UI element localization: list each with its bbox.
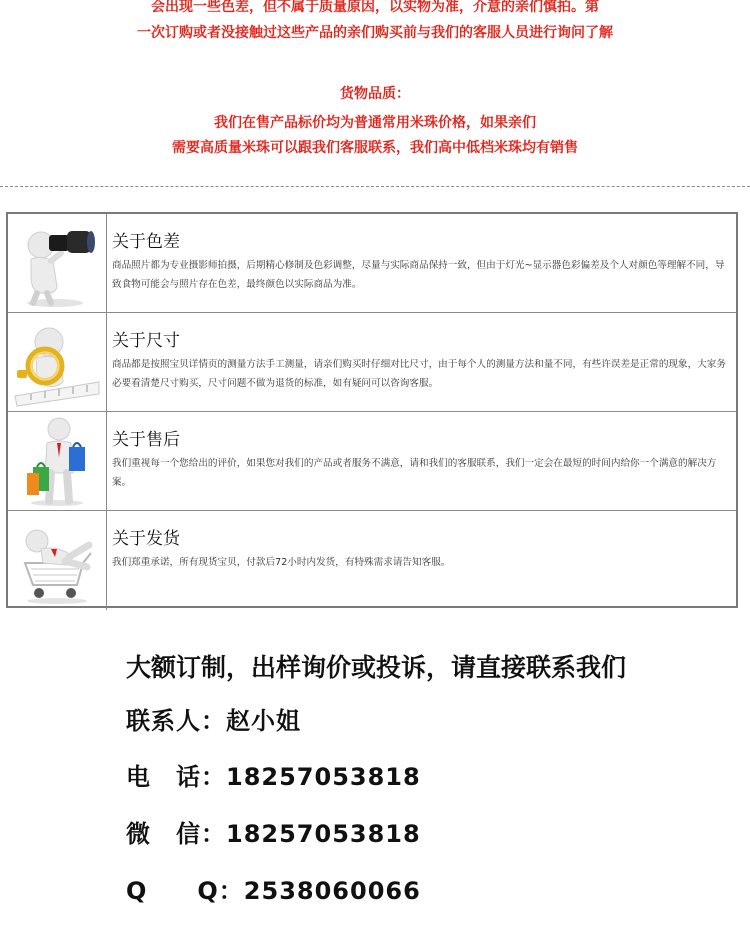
info-row-size — [8, 313, 736, 412]
info-title: 关于发货 — [112, 529, 180, 549]
notice-line-1: 会出现一些色差，但不属于质量原因，以实物为准，介意的亲们慎拍。第 — [151, 0, 599, 15]
info-icon-cell — [8, 214, 107, 312]
info-icon-cell — [8, 412, 107, 510]
info-body: 我们郑重承诺，所有现货宝贝，付款后72小时内发货，有特殊需求请告知客服。 — [112, 557, 451, 568]
notice-line-2: 一次订购或者没接触过这些产品的亲们购买前与我们的客服人员进行询问了解 — [137, 25, 613, 41]
camera-figure-icon — [11, 217, 103, 309]
info-body: 商品照片都为专业摄影师拍摄，后期精心修制及色彩调整，尽量与实际商品保持一致，但由于灯光~显示器色彩偏差及个人对颜色等理解不同，导致食物可能会与照片存在色差，最终颜色以实际商品为准。 — [112, 260, 725, 290]
dashed-divider — [0, 186, 750, 187]
info-body: 商品都是按照宝贝详情页的测量方法手工测量，请亲们购买时仔细对比尺寸，由于每个人的测量方法和量不同，有些许误差是正常的现象，大家务必要看清楚尺寸购买，尺寸问题不做为退货的标准，如有疑问可以咨询客服。 — [112, 359, 726, 389]
contact-phone: 电 话：18257053818 — [126, 763, 421, 791]
measuring-tape-figure-icon — [11, 316, 103, 408]
info-body: 我们重视每一个您给出的评价，如果您对我们的产品或者服务不满意，请和我们的客服联系，我们一定会在最短的时间内给你一个满意的解决方案。 — [112, 458, 717, 488]
shopping-bags-figure-icon — [11, 415, 103, 507]
info-title: 关于尺寸 — [112, 331, 180, 351]
contact-headline: 大额订制，出样询价或投诉，请直接联系我们 — [126, 653, 627, 682]
contact-person: 联系人：赵小姐 — [126, 707, 301, 735]
contact-wechat: 微 信：18257053818 — [126, 820, 421, 848]
info-row-aftersales — [8, 412, 736, 511]
info-row-shipping — [8, 511, 736, 610]
shopping-cart-figure-icon — [11, 515, 103, 607]
quality-heading: 货物品质： — [340, 86, 410, 102]
info-table — [6, 212, 738, 608]
info-title: 关于色差 — [112, 232, 180, 252]
quality-line-2: 需要高质量米珠可以跟我们客服联系，我们高中低档米珠均有销售 — [172, 140, 578, 156]
info-icon-cell — [8, 511, 107, 610]
info-icon-cell — [8, 313, 107, 411]
info-title: 关于售后 — [112, 430, 180, 450]
contact-qq: Q Q：2538060066 — [126, 877, 421, 905]
quality-line-1: 我们在售产品标价均为普通常用米珠价格，如果亲们 — [214, 115, 536, 131]
info-row-color — [8, 214, 736, 313]
